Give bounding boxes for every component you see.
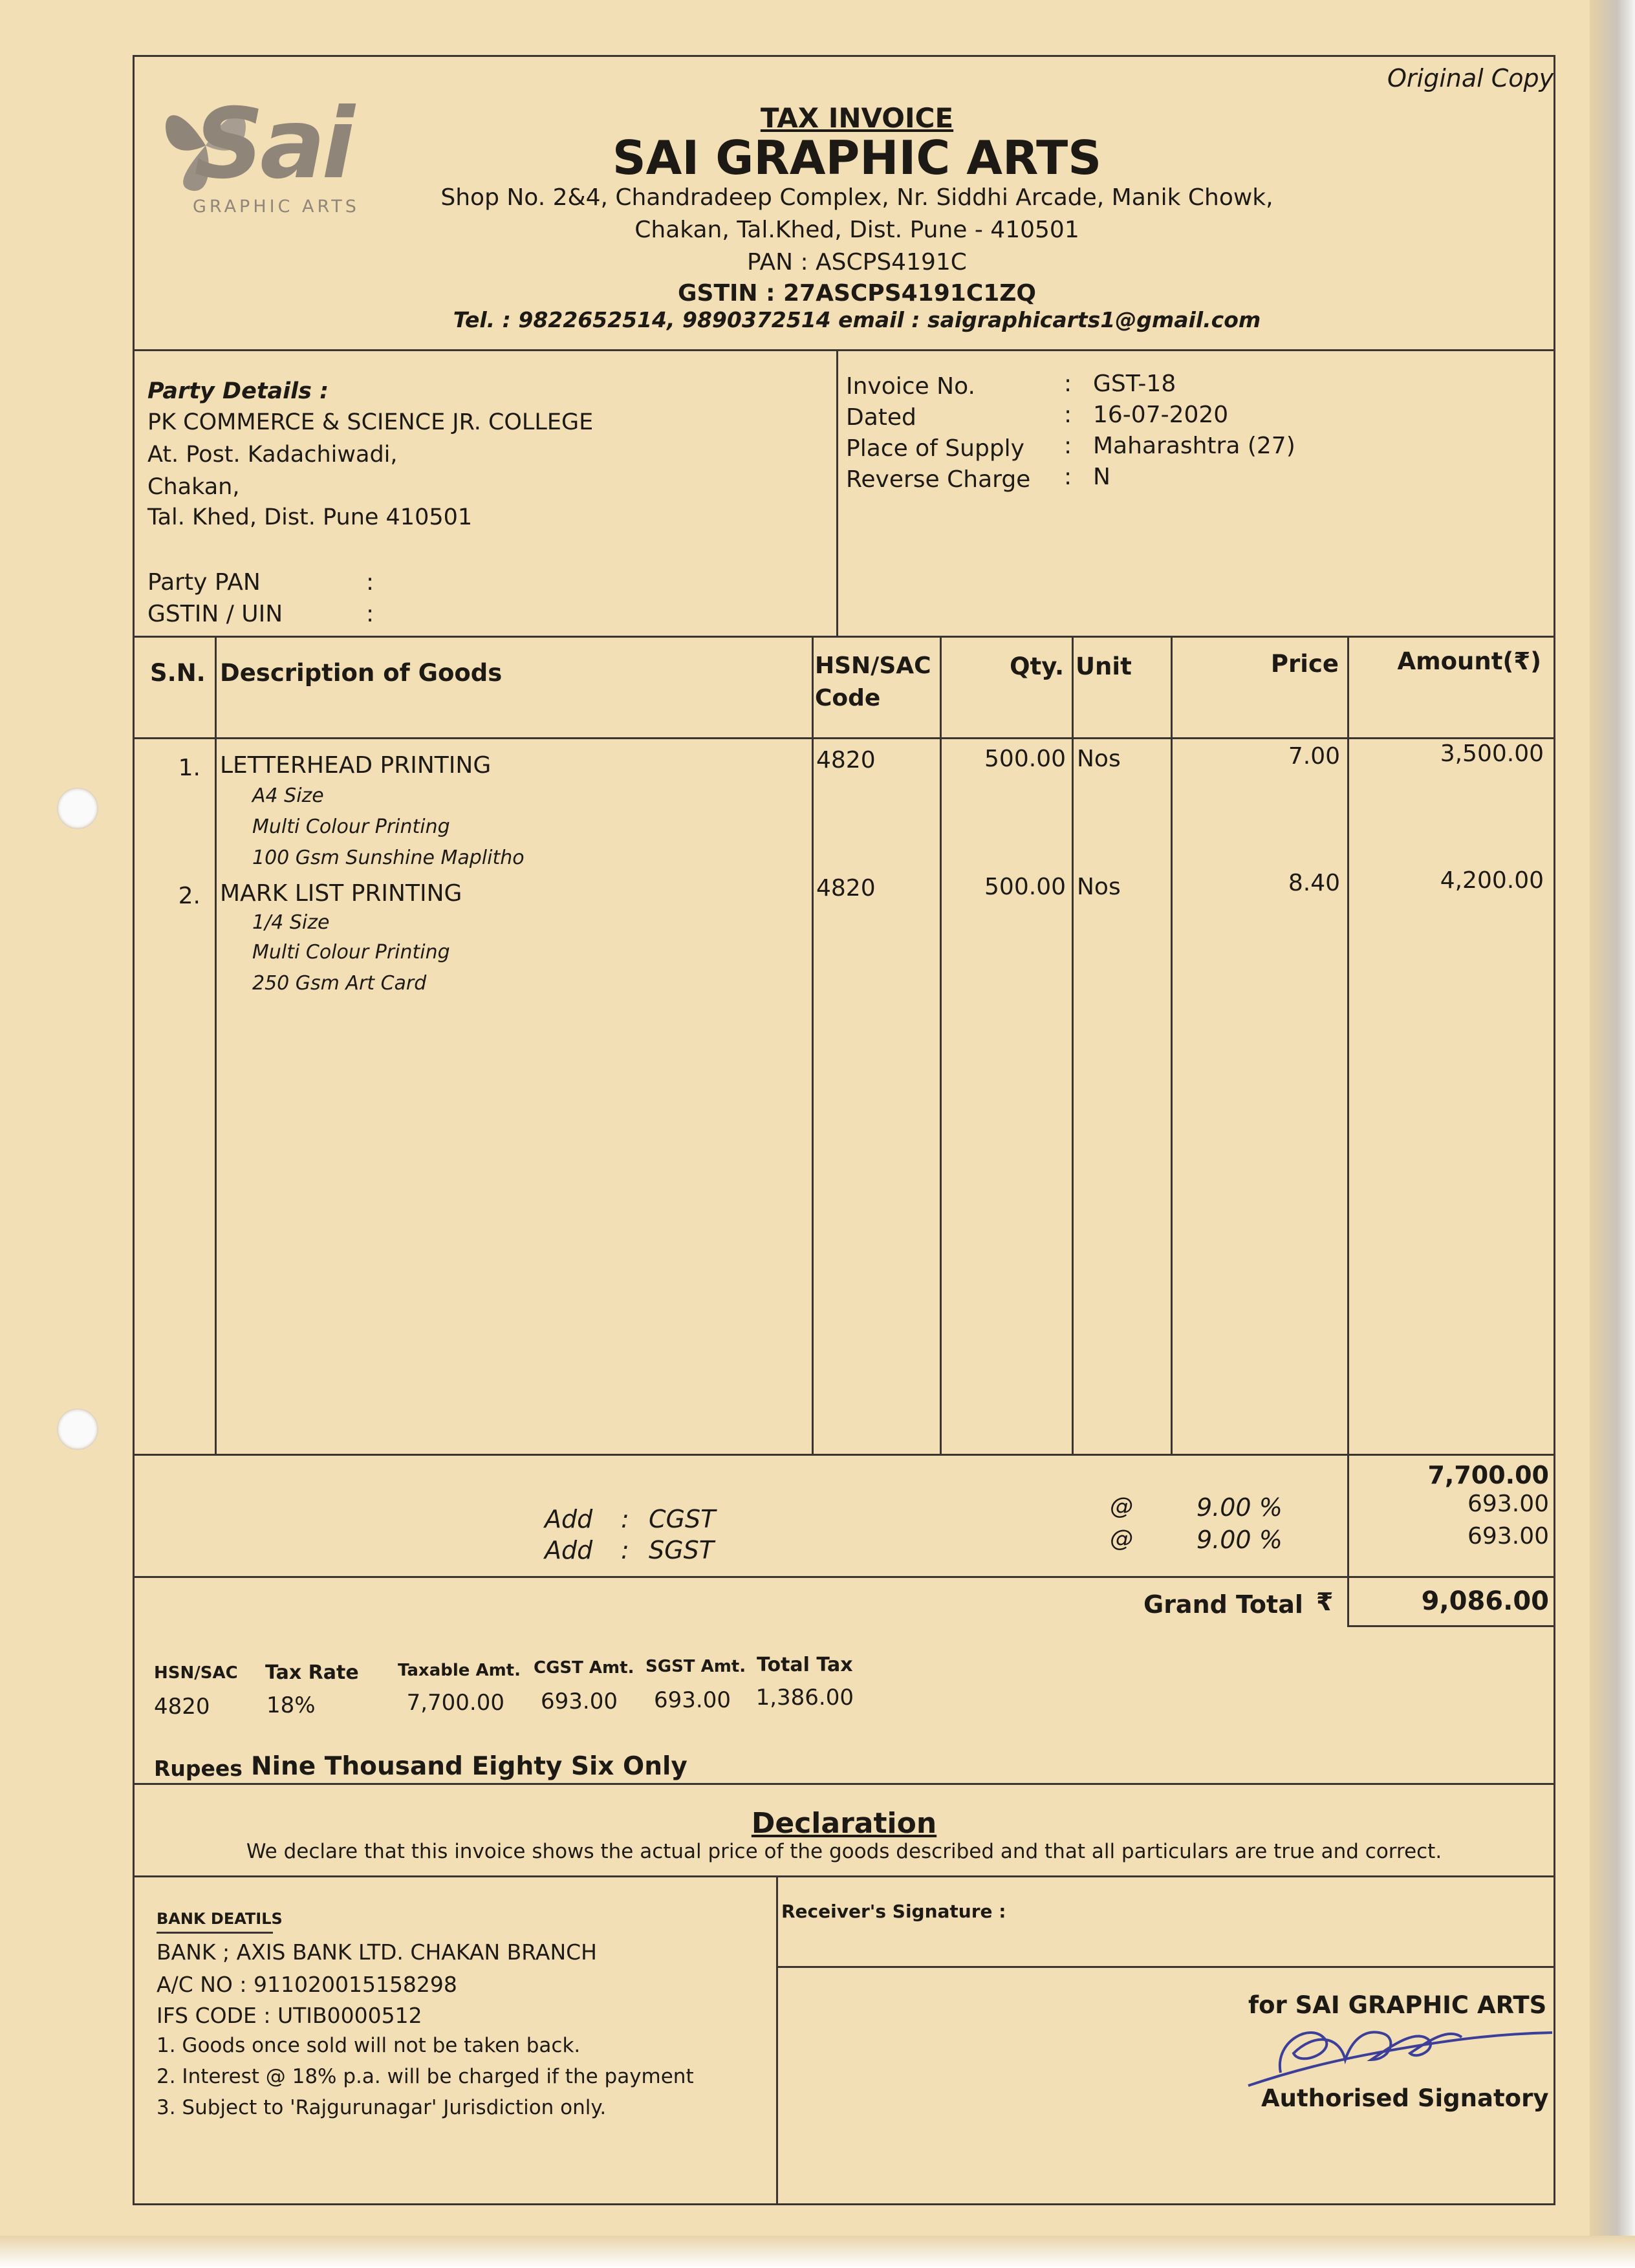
invoice-border bbox=[133, 55, 1555, 2205]
bank-name: BANK ; AXIS BANK LTD. CHAKAN BRANCH bbox=[157, 1939, 597, 1965]
tax-header-taxable: Taxable Amt. bbox=[398, 1661, 521, 1680]
tax-row-sgst: 693.00 bbox=[654, 1687, 731, 1713]
col-line-desc bbox=[812, 637, 814, 1455]
signatory-label: Authorised Signatory bbox=[1261, 2084, 1549, 2112]
address-line1: Shop No. 2&4, Chandradeep Complex, Nr. Siddhi Arcade, Manik Chowk, bbox=[440, 184, 1273, 211]
tax-header-rate: Tax Rate bbox=[265, 1661, 359, 1684]
item-sn: 2. bbox=[178, 883, 200, 909]
receiver-line bbox=[776, 1966, 1555, 1968]
item-detail: Multi Colour Printing bbox=[252, 815, 450, 838]
tax-row-rate: 18% bbox=[266, 1692, 316, 1718]
item-detail: 250 Gsm Art Card bbox=[252, 972, 427, 995]
receiver-signature-label: Receiver's Signature : bbox=[781, 1901, 1006, 1922]
party-meta-divider bbox=[836, 349, 838, 637]
item-detail: A4 Size bbox=[252, 784, 324, 807]
company-contact: Tel. : 9822652514, 9890372514 email : saigraphicarts1@gmail.com bbox=[453, 307, 1261, 332]
bank-ifs: IFS CODE : UTIB0000512 bbox=[157, 2003, 422, 2028]
header-hsn-1: HSN/SAC bbox=[815, 653, 931, 679]
subtotal-amount: 7,700.00 bbox=[1427, 1461, 1549, 1489]
term-1: 1. Goods once sold will not be taken back. bbox=[157, 2034, 581, 2057]
item-price: 8.40 bbox=[1288, 870, 1340, 896]
item-description: MARK LIST PRINTING bbox=[220, 880, 462, 907]
meta-value-place-of-supply: Maharashtra (27) bbox=[1093, 433, 1295, 459]
tax-row-cgst: 693.00 bbox=[541, 1689, 618, 1714]
company-pan: PAN : ASCPS4191C bbox=[747, 249, 967, 275]
col-line-qty bbox=[1072, 637, 1074, 1455]
tax-line bbox=[133, 1576, 1555, 1578]
party-name: PK COMMERCE & SCIENCE JR. COLLEGE bbox=[147, 409, 594, 435]
punch-hole-bottom bbox=[57, 1409, 98, 1450]
item-sn: 1. bbox=[178, 755, 200, 781]
punch-hole-top bbox=[57, 788, 98, 829]
meta-label-dated: Dated bbox=[846, 404, 916, 431]
meta-label-reverse-charge: Reverse Charge bbox=[846, 466, 1031, 493]
meta-sep: : bbox=[1064, 464, 1072, 490]
party-address-1: At. Post. Kadachiwadi, bbox=[147, 442, 398, 468]
item-amount: 3,500.00 bbox=[1440, 740, 1544, 767]
party-heading: Party Details : bbox=[147, 378, 329, 404]
meta-sep: : bbox=[1064, 402, 1072, 428]
header-hsn-2: Code bbox=[815, 685, 881, 711]
sgst-rate: 9.00 % bbox=[1196, 1526, 1283, 1554]
term-2: 2. Interest @ 18% p.a. will be charged if the payment bbox=[157, 2065, 694, 2088]
tax-row-taxable: 7,700.00 bbox=[406, 1690, 504, 1716]
bank-title: BANK DEATILS bbox=[157, 1911, 273, 1934]
col-line-unit bbox=[1171, 637, 1173, 1455]
declaration-title: Declaration bbox=[751, 1807, 937, 1840]
item-hsn: 4820 bbox=[816, 875, 876, 902]
amount-words-label: Rupees bbox=[154, 1756, 243, 1781]
party-pan-label: Party PAN bbox=[147, 569, 261, 596]
meta-label-place-of-supply: Place of Supply bbox=[846, 435, 1024, 462]
table-top-line bbox=[133, 636, 1555, 638]
signatory-for: for SAI GRAPHIC ARTS bbox=[1248, 1991, 1547, 2019]
item-detail: 1/4 Size bbox=[252, 911, 330, 934]
item-unit: Nos bbox=[1077, 874, 1121, 900]
tax-header-hsn: HSN/SAC bbox=[154, 1663, 238, 1683]
table-header-line bbox=[133, 737, 1555, 739]
item-unit: Nos bbox=[1077, 746, 1121, 772]
party-gstin-sep: : bbox=[366, 601, 374, 627]
cgst-amount: 693.00 bbox=[1467, 1491, 1549, 1517]
copy-label: Original Copy bbox=[1387, 64, 1554, 92]
meta-value-invoice-no: GST-18 bbox=[1093, 371, 1176, 397]
cgst-add: Add bbox=[545, 1505, 593, 1533]
item-price: 7.00 bbox=[1288, 743, 1340, 770]
tax-row-hsn: 4820 bbox=[154, 1694, 210, 1720]
header-sn: S.N. bbox=[150, 659, 206, 687]
item-amount: 4,200.00 bbox=[1440, 867, 1544, 894]
cgst-sep: : bbox=[621, 1505, 629, 1533]
tax-header-cgst: CGST Amt. bbox=[534, 1658, 634, 1678]
col-line-sn bbox=[215, 637, 217, 1455]
sgst-at: @ bbox=[1110, 1526, 1133, 1552]
header-unit: Unit bbox=[1076, 653, 1132, 680]
declaration-text: We declare that this invoice shows the actual price of the goods described and that all particulars are true and correct. bbox=[246, 1840, 1442, 1863]
sgst-name: SGST bbox=[649, 1536, 714, 1564]
company-gstin: GSTIN : 27ASCPS4191C1ZQ bbox=[677, 280, 1036, 307]
item-description: LETTERHEAD PRINTING bbox=[220, 752, 492, 779]
meta-label-invoice-no: Invoice No. bbox=[846, 373, 975, 400]
grand-total-label: Grand Total bbox=[1143, 1590, 1303, 1619]
meta-sep: : bbox=[1064, 433, 1072, 459]
logo-subtext: GRAPHIC ARTS bbox=[193, 197, 360, 217]
amount-words-value: Nine Thousand Eighty Six Only bbox=[251, 1752, 688, 1781]
grand-total-amount: 9,086.00 bbox=[1421, 1586, 1549, 1616]
cgst-rate: 9.00 % bbox=[1196, 1493, 1283, 1522]
tax-header-sgst: SGST Amt. bbox=[645, 1657, 746, 1676]
item-qty: 500.00 bbox=[984, 746, 1066, 772]
col-line-hsn bbox=[940, 637, 942, 1455]
cgst-name: CGST bbox=[649, 1505, 716, 1533]
tax-header-total: Total Tax bbox=[757, 1654, 853, 1676]
sgst-add: Add bbox=[545, 1536, 593, 1564]
grand-total-box-line bbox=[1347, 1625, 1555, 1627]
scan-bottom-edge bbox=[0, 2236, 1635, 2268]
sgst-sep: : bbox=[621, 1536, 629, 1564]
header-price: Price bbox=[1270, 650, 1339, 678]
tax-row-total: 1,386.00 bbox=[755, 1685, 854, 1711]
sgst-amount: 693.00 bbox=[1467, 1523, 1549, 1550]
term-3: 3. Subject to 'Rajgurunagar' Jurisdiction only. bbox=[157, 2096, 607, 2119]
footer-divider bbox=[776, 1875, 778, 2205]
item-hsn: 4820 bbox=[816, 747, 876, 773]
header-divider bbox=[133, 349, 1555, 351]
party-pan-sep: : bbox=[366, 569, 374, 596]
items-bottom-line bbox=[133, 1454, 1555, 1456]
party-gstin-label: GSTIN / UIN bbox=[147, 601, 283, 627]
declaration-bottom-line bbox=[133, 1875, 1555, 1877]
header-description: Description of Goods bbox=[220, 659, 503, 687]
header-amount: Amount(₹) bbox=[1397, 647, 1541, 675]
cgst-at: @ bbox=[1110, 1493, 1133, 1520]
item-detail: 100 Gsm Sunshine Maplitho bbox=[252, 847, 525, 869]
logo-word: Sai bbox=[194, 88, 351, 200]
address-line2: Chakan, Tal.Khed, Dist. Pune - 410501 bbox=[634, 217, 1079, 243]
words-bottom-line bbox=[133, 1783, 1555, 1785]
meta-value-reverse-charge: N bbox=[1093, 464, 1110, 490]
meta-sep: : bbox=[1064, 371, 1072, 397]
party-address-2: Chakan, bbox=[147, 474, 240, 500]
scan-edge bbox=[1590, 0, 1635, 2268]
header-qty: Qty. bbox=[1010, 653, 1064, 680]
col-line-price bbox=[1347, 637, 1349, 1626]
doc-title: TAX INVOICE bbox=[760, 102, 954, 134]
company-name: SAI GRAPHIC ARTS bbox=[612, 131, 1102, 185]
item-detail: Multi Colour Printing bbox=[252, 941, 450, 964]
bank-ac: A/C NO : 911020015158298 bbox=[157, 1972, 457, 1997]
party-address-3: Tal. Khed, Dist. Pune 410501 bbox=[147, 504, 473, 530]
meta-value-dated: 16-07-2020 bbox=[1093, 402, 1229, 428]
item-qty: 500.00 bbox=[984, 874, 1066, 900]
rupee-icon: ₹ bbox=[1316, 1588, 1334, 1616]
